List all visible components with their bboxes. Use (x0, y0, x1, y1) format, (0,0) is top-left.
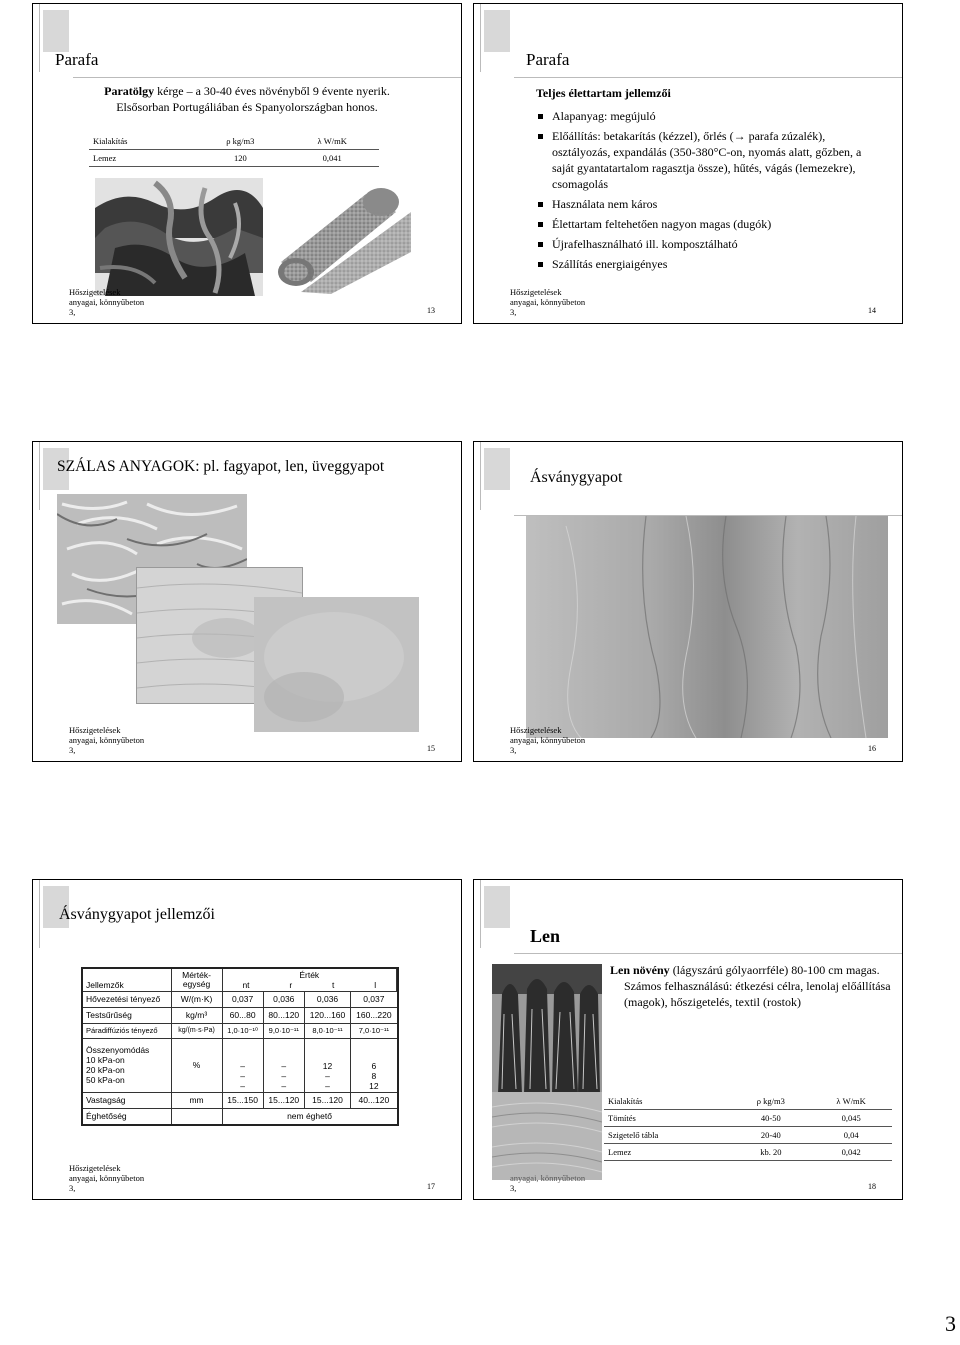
slide-number: 18 (868, 1182, 876, 1191)
table-header: Kialakítás (89, 133, 195, 150)
table-cell: 160...220 (356, 1010, 392, 1021)
table-header: Mérték-egység (171, 969, 222, 991)
table-header: λ W/mK (810, 1093, 892, 1110)
footer-line: 3, (69, 307, 76, 317)
list-item: Alapanyag: megújuló (536, 108, 876, 124)
table-cell: 20-40 (731, 1127, 810, 1144)
slide-footer (510, 725, 585, 755)
list-item: Élettartam feltehetően nagyon magas (dugók) (536, 216, 876, 232)
slide-decoration (39, 442, 40, 510)
row-label: Éghetőség (83, 1108, 171, 1124)
table-cell: 0,037 (222, 991, 263, 1007)
cork-roll-photo (271, 182, 411, 294)
flax-insulation-image (492, 1092, 602, 1180)
row-unit: mm (171, 1092, 222, 1108)
slide-title: SZÁLAS ANYAGOK: pl. fagyapot, len, üveggyapot (57, 458, 385, 475)
text-bold: Len növény (610, 963, 670, 977)
slide-decoration (39, 4, 40, 72)
table-cell: 60...80 (222, 1007, 263, 1023)
glass-wool-photo (254, 597, 419, 732)
row-label (83, 1038, 171, 1092)
column-header: r (289, 979, 293, 990)
table-header: ρ kg/m3 (195, 133, 285, 150)
table-cell: 0,037 (363, 994, 385, 1005)
table-cell: nem éghető (287, 1111, 332, 1122)
cell-value: – (240, 1080, 245, 1091)
value-header: Érték (299, 969, 320, 980)
table-header-row (89, 133, 379, 150)
slide-text (610, 962, 903, 1010)
table-header: λ W/mK (285, 133, 379, 150)
slide-16 (473, 441, 903, 762)
cell-value: – (281, 1070, 287, 1081)
row-unit: % (171, 1038, 222, 1092)
cell-value: – (325, 1080, 330, 1091)
footer-line: Hőszigetelések (69, 287, 121, 297)
slide-title: Parafa (526, 50, 570, 69)
table-cell (222, 1038, 263, 1092)
text-bold: Paratölgy (104, 84, 155, 98)
slide-decoration (484, 10, 510, 52)
table-cell: 40...120 (358, 1095, 390, 1106)
cell-value: 12 (369, 1080, 379, 1091)
row-label-main: Összenyomódás (86, 1045, 150, 1056)
table-cell (351, 1038, 397, 1092)
row-sublabel: 50 kPa-on (86, 1075, 125, 1086)
properties-table (604, 1093, 892, 1161)
table-cell: 0,036 (304, 991, 350, 1007)
table-cell: Tömítés (604, 1110, 731, 1127)
footer-line: 3, (510, 307, 517, 317)
cell-value: 12 (322, 1060, 333, 1071)
table-cell: 1,0·10⁻¹⁰ (222, 1023, 263, 1038)
table-cell: 40-50 (731, 1110, 810, 1127)
slide-divider (73, 77, 461, 78)
cell-value: – (281, 1060, 287, 1071)
column-header: l (374, 979, 377, 990)
table-header-row (604, 1093, 892, 1110)
footer-line: anyagai, könnyűbeton (510, 297, 586, 307)
cell-value: 6 (371, 1060, 377, 1071)
row-label: Páradiffúziós tényező (83, 1023, 171, 1038)
table-cell (304, 1038, 350, 1092)
text-line: Elsősorban Portugáliában és Spanyolországban honos. (116, 100, 378, 114)
column-header: nt (242, 979, 250, 990)
row-unit: W/(m·K) (171, 991, 222, 1007)
slide-number: 14 (868, 306, 876, 315)
footer-line: Hőszigetelések (69, 725, 121, 735)
glass-wool-image (254, 597, 419, 732)
slide-title: Ásványgyapot jellemzői (59, 906, 215, 923)
footer-line: anyagai, könnyűbeton (69, 735, 145, 745)
table-cell: 0,04 (810, 1127, 892, 1144)
table-row (83, 1007, 397, 1023)
mineral-wool-photo (526, 516, 888, 738)
cell-value: – (240, 1070, 245, 1081)
slide-14 (473, 3, 903, 324)
slide-divider (514, 77, 902, 78)
slide-footer (510, 1173, 585, 1193)
footer-line: anyagai, könnyűbeton (69, 297, 145, 307)
text-rest: kérge – a 30-40 éves növényből 9 évente nyerik. (154, 84, 390, 98)
footer-line: Hőszigetelések (510, 725, 562, 735)
list-item: Szállítás energiaigényes (536, 256, 876, 272)
table-row (83, 1092, 397, 1108)
table-row (604, 1110, 892, 1127)
column-header: t (332, 979, 335, 990)
footer-line: Hőszigetelések (69, 1163, 121, 1173)
table-cell: 0,036 (263, 991, 304, 1007)
table-row (83, 1038, 397, 1092)
table-cell (263, 1038, 304, 1092)
slide-divider (514, 953, 902, 954)
row-sublabel: 20 kPa-on (86, 1065, 125, 1076)
footer-line: anyagai, könnyűbeton (510, 735, 586, 745)
flax-plant-photo (492, 964, 602, 1094)
footer-line: 3, (69, 745, 76, 755)
table-cell: Szigetelő tábla (604, 1127, 731, 1144)
slide-13 (32, 3, 462, 324)
cork-roll-image (271, 182, 411, 294)
table-cell: 0,042 (810, 1144, 892, 1161)
table-header-row (83, 969, 397, 991)
table-cell: Lemez (89, 150, 195, 167)
table-row (83, 991, 397, 1007)
page-number: 3 (945, 1311, 956, 1336)
list-item: Újrafelhasználható ill. komposztálható (536, 236, 876, 252)
row-label: Hővezetési tényező (83, 991, 171, 1007)
slide-decoration (480, 880, 481, 948)
slide-number: 17 (427, 1182, 435, 1191)
list-item: Előállítás: betakarítás (kézzel), őrlés (→ parafa zúzalék), osztályozás, expandálás (350-380°C-on, nyomás alatt, gőzben, a saját gyantatartalom ragasztja össze), hűtés, vágás (lemezekre), csomagolás (536, 128, 876, 192)
table-cell: 0,041 (285, 150, 379, 167)
table-row (83, 1108, 397, 1124)
table-cell: 9,0·10⁻¹¹ (263, 1023, 304, 1038)
slide-footer (69, 287, 144, 317)
slide-18 (473, 879, 903, 1200)
table-row (83, 1023, 397, 1038)
table-cell: 120 (195, 150, 285, 167)
footer-line: Hőszigetelések (510, 287, 562, 297)
footer-line: 3, (510, 745, 517, 755)
text-rest: (lágyszárú gólyaorrféle) 80-100 cm magas. Számos felhasználású: étkezési célra, lenolaj előállítása (magok), hőszigetelés, textil (rostok) (624, 963, 891, 1009)
slide-footer (510, 287, 585, 317)
footer-line: anyagai, könnyűbeton (69, 1173, 145, 1183)
table-cell: kb. 20 (731, 1144, 810, 1161)
slide-number: 13 (427, 306, 435, 315)
mineral-wool-spec-table (81, 967, 399, 1126)
table-header (222, 969, 396, 991)
cell-value: – (281, 1080, 287, 1091)
table-cell: 120...160 (304, 1007, 350, 1023)
slide-decoration (43, 10, 69, 52)
bullet-list (536, 108, 876, 272)
slide-heading: Teljes élettartam jellemzői (536, 86, 671, 100)
footer-line: 3, (69, 1183, 76, 1193)
cell-value: 8 (371, 1070, 377, 1081)
table-cell: 7,0·10⁻¹¹ (358, 1026, 389, 1036)
row-unit (171, 1108, 222, 1124)
slide-title: Parafa (55, 50, 99, 69)
table-cell: 15...120 (263, 1092, 304, 1108)
row-sublabel: 10 kPa-on (86, 1055, 125, 1066)
table-cell: 80...120 (263, 1007, 304, 1023)
mineral-wool-image (526, 516, 888, 738)
slide-number: 15 (427, 744, 435, 753)
slide-decoration (39, 880, 40, 948)
slide-title: Ásványgyapot (530, 469, 623, 486)
list-item: Használata nem káros (536, 196, 876, 212)
table-cell: 0,045 (810, 1110, 892, 1127)
slide-footer (69, 725, 144, 755)
slide-number: 16 (868, 744, 876, 753)
properties-table (89, 133, 379, 167)
flax-insulation-photo (492, 1092, 602, 1180)
footer-line: anyagai, könnyűbeton (510, 1173, 586, 1183)
slide-decoration (484, 448, 510, 490)
table-row (604, 1127, 892, 1144)
table-row (89, 150, 379, 167)
row-label: Vastagság (83, 1092, 171, 1108)
table-cell: 15...150 (222, 1092, 263, 1108)
cell-value: – (325, 1070, 330, 1081)
row-unit: kg/m³ (171, 1007, 222, 1023)
slide-17 (32, 879, 462, 1200)
flax-plant-image (492, 964, 602, 1094)
slide-text (33, 83, 461, 115)
table-cell: Lemez (604, 1144, 731, 1161)
table-row (604, 1144, 892, 1161)
table-header: Kialakítás (604, 1093, 731, 1110)
footer-line: 3, (510, 1183, 517, 1193)
slide-title: Len (530, 926, 561, 946)
value-subheader-row (223, 980, 396, 990)
table-cell: 15...120 (304, 1092, 350, 1108)
slide-decoration (480, 4, 481, 72)
row-label: Testsűrűség (83, 1007, 171, 1023)
row-unit: kg/(m·s·Pa) (171, 1023, 222, 1038)
slide-15 (32, 441, 462, 762)
cell-value: – (240, 1060, 245, 1071)
table-header: Jellemzők (83, 969, 171, 991)
table-header: ρ kg/m3 (731, 1093, 810, 1110)
slide-decoration (484, 886, 510, 928)
slide-footer (69, 1163, 144, 1193)
slide-decoration (480, 442, 481, 510)
table-cell: 8,0·10⁻¹¹ (304, 1023, 350, 1038)
cork-bark-image (95, 178, 263, 296)
cork-bark-photo (95, 178, 263, 296)
